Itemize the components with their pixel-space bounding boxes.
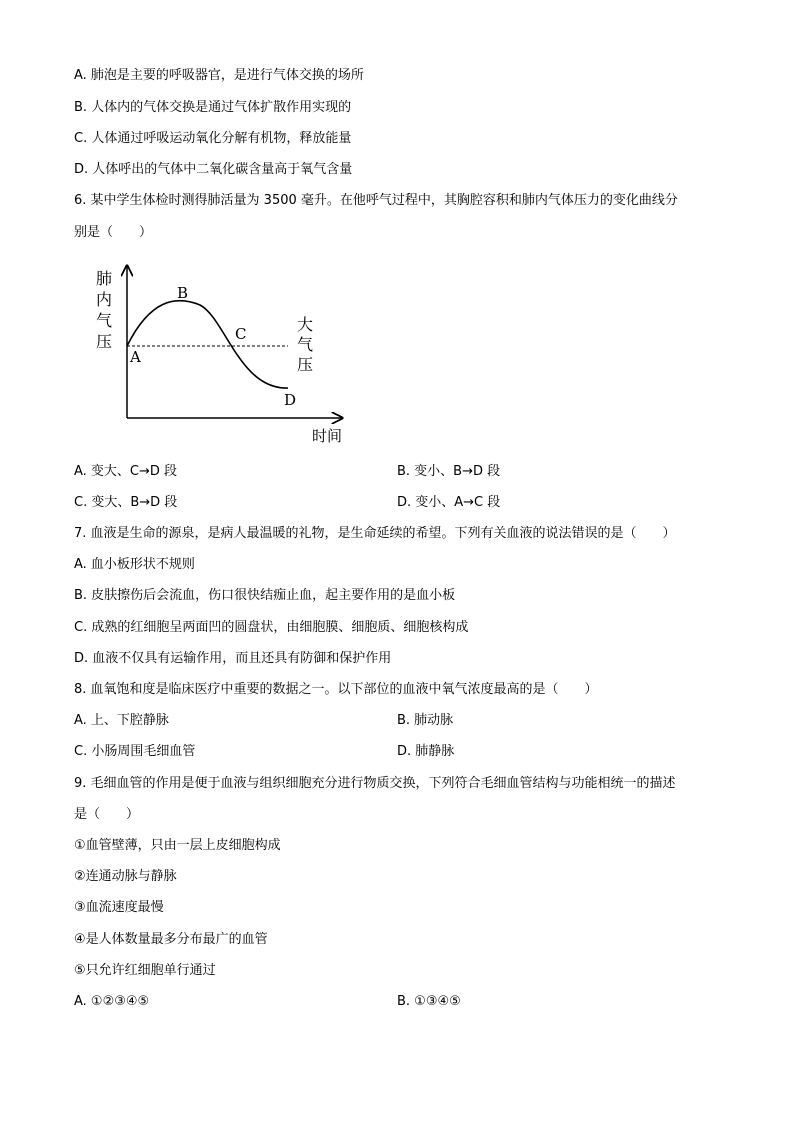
q8-stem: 8. 血氧饱和度是临床医疗中重要的数据之一。以下部位的血液中氧气浓度最高的是（ ） [74,682,598,697]
q7-option-c: C. 成熟的红细胞呈两面凹的圆盘状，由细胞膜、细胞质、细胞核构成 [74,620,469,635]
q9-statement-4: ④是人体数量最多分布最广的血管 [74,932,268,947]
q6-stem-line2: 别是（ ） [74,225,153,240]
y-label-char-2: 内 [96,290,113,309]
y-label-char-1: 肺 [96,269,113,288]
q9-statement-5: ⑤只允许红细胞单行通过 [74,963,216,978]
q9-statement-3: ③血流速度最慢 [74,900,164,915]
q7-option-d: D. 血液不仅具有运输作用，而且还具有防御和保护作用 [74,651,392,666]
q7-option-a: A. 血小板形状不规则 [74,557,195,572]
q8-option-b: B. 肺动脉 [397,713,454,728]
ref-label-char-2: 气 [297,335,314,354]
q9-option-b: B. ①③④⑤ [397,994,461,1009]
q5-option-c: C. 人体通过呼吸运动氧化分解有机物，释放能量 [74,131,352,146]
point-a-label: A [130,348,141,366]
ref-label-char-3: 压 [297,355,314,374]
ref-label-char-1: 大 [297,315,314,334]
q9-stem-line2: 是（ ） [74,807,140,822]
q8-option-d: D. 肺静脉 [397,744,455,759]
point-d-label: D [284,391,297,409]
q9-stem-line1: 9. 毛细血管的作用是便于血液与组织细胞充分进行物质交换，下列符合毛细血管结构与功能相统一的描述 [74,776,676,791]
q6-stem-line1: 6. 某中学生体检时测得肺活量为 3500 毫升。在他呼气过程中，其胸腔容积和肺内气体压力的变化曲线分 [74,193,678,208]
point-c-label: C [235,325,247,343]
y-label-char-4: 压 [96,332,113,351]
q6-option-a: A. 变大、C→D 段 [74,464,178,479]
pressure-curve [127,301,288,388]
x-label: 时间 [312,427,343,445]
point-b-label: B [177,284,189,302]
q9-statement-1: ①血管壁薄，只由一层上皮细胞构成 [74,838,281,853]
q9-option-a: A. ①②③④⑤ [74,994,150,1009]
q5-option-d: D. 人体呼出的气体中二氧化碳含量高于氧气含量 [74,162,353,177]
q5-option-a: A. 肺泡是主要的呼吸器官，是进行气体交换的场所 [74,68,364,83]
q7-option-b: B. 皮肤擦伤后会流血，伤口很快结痂止血，起主要作用的是血小板 [74,588,456,603]
q6-option-d: D. 变小、A→C 段 [397,495,501,510]
q6-option-c: C. 变大、B→D 段 [74,495,178,510]
q8-option-c: C. 小肠周围毛细血管 [74,744,196,759]
q6-option-b: B. 变小、B→D 段 [397,464,501,479]
q8-option-a: A. 上、下腔静脉 [74,713,169,728]
q5-option-b: B. 人体内的气体交换是通过气体扩散作用实现的 [74,100,352,115]
q7-stem: 7. 血液是生命的源泉，是病人最温暖的礼物，是生命延续的希望。下列有关血液的说法错误的是（ ） [74,526,676,541]
q9-statement-2: ②连通动脉与静脉 [74,869,177,884]
y-label-char-3: 气 [96,311,113,330]
